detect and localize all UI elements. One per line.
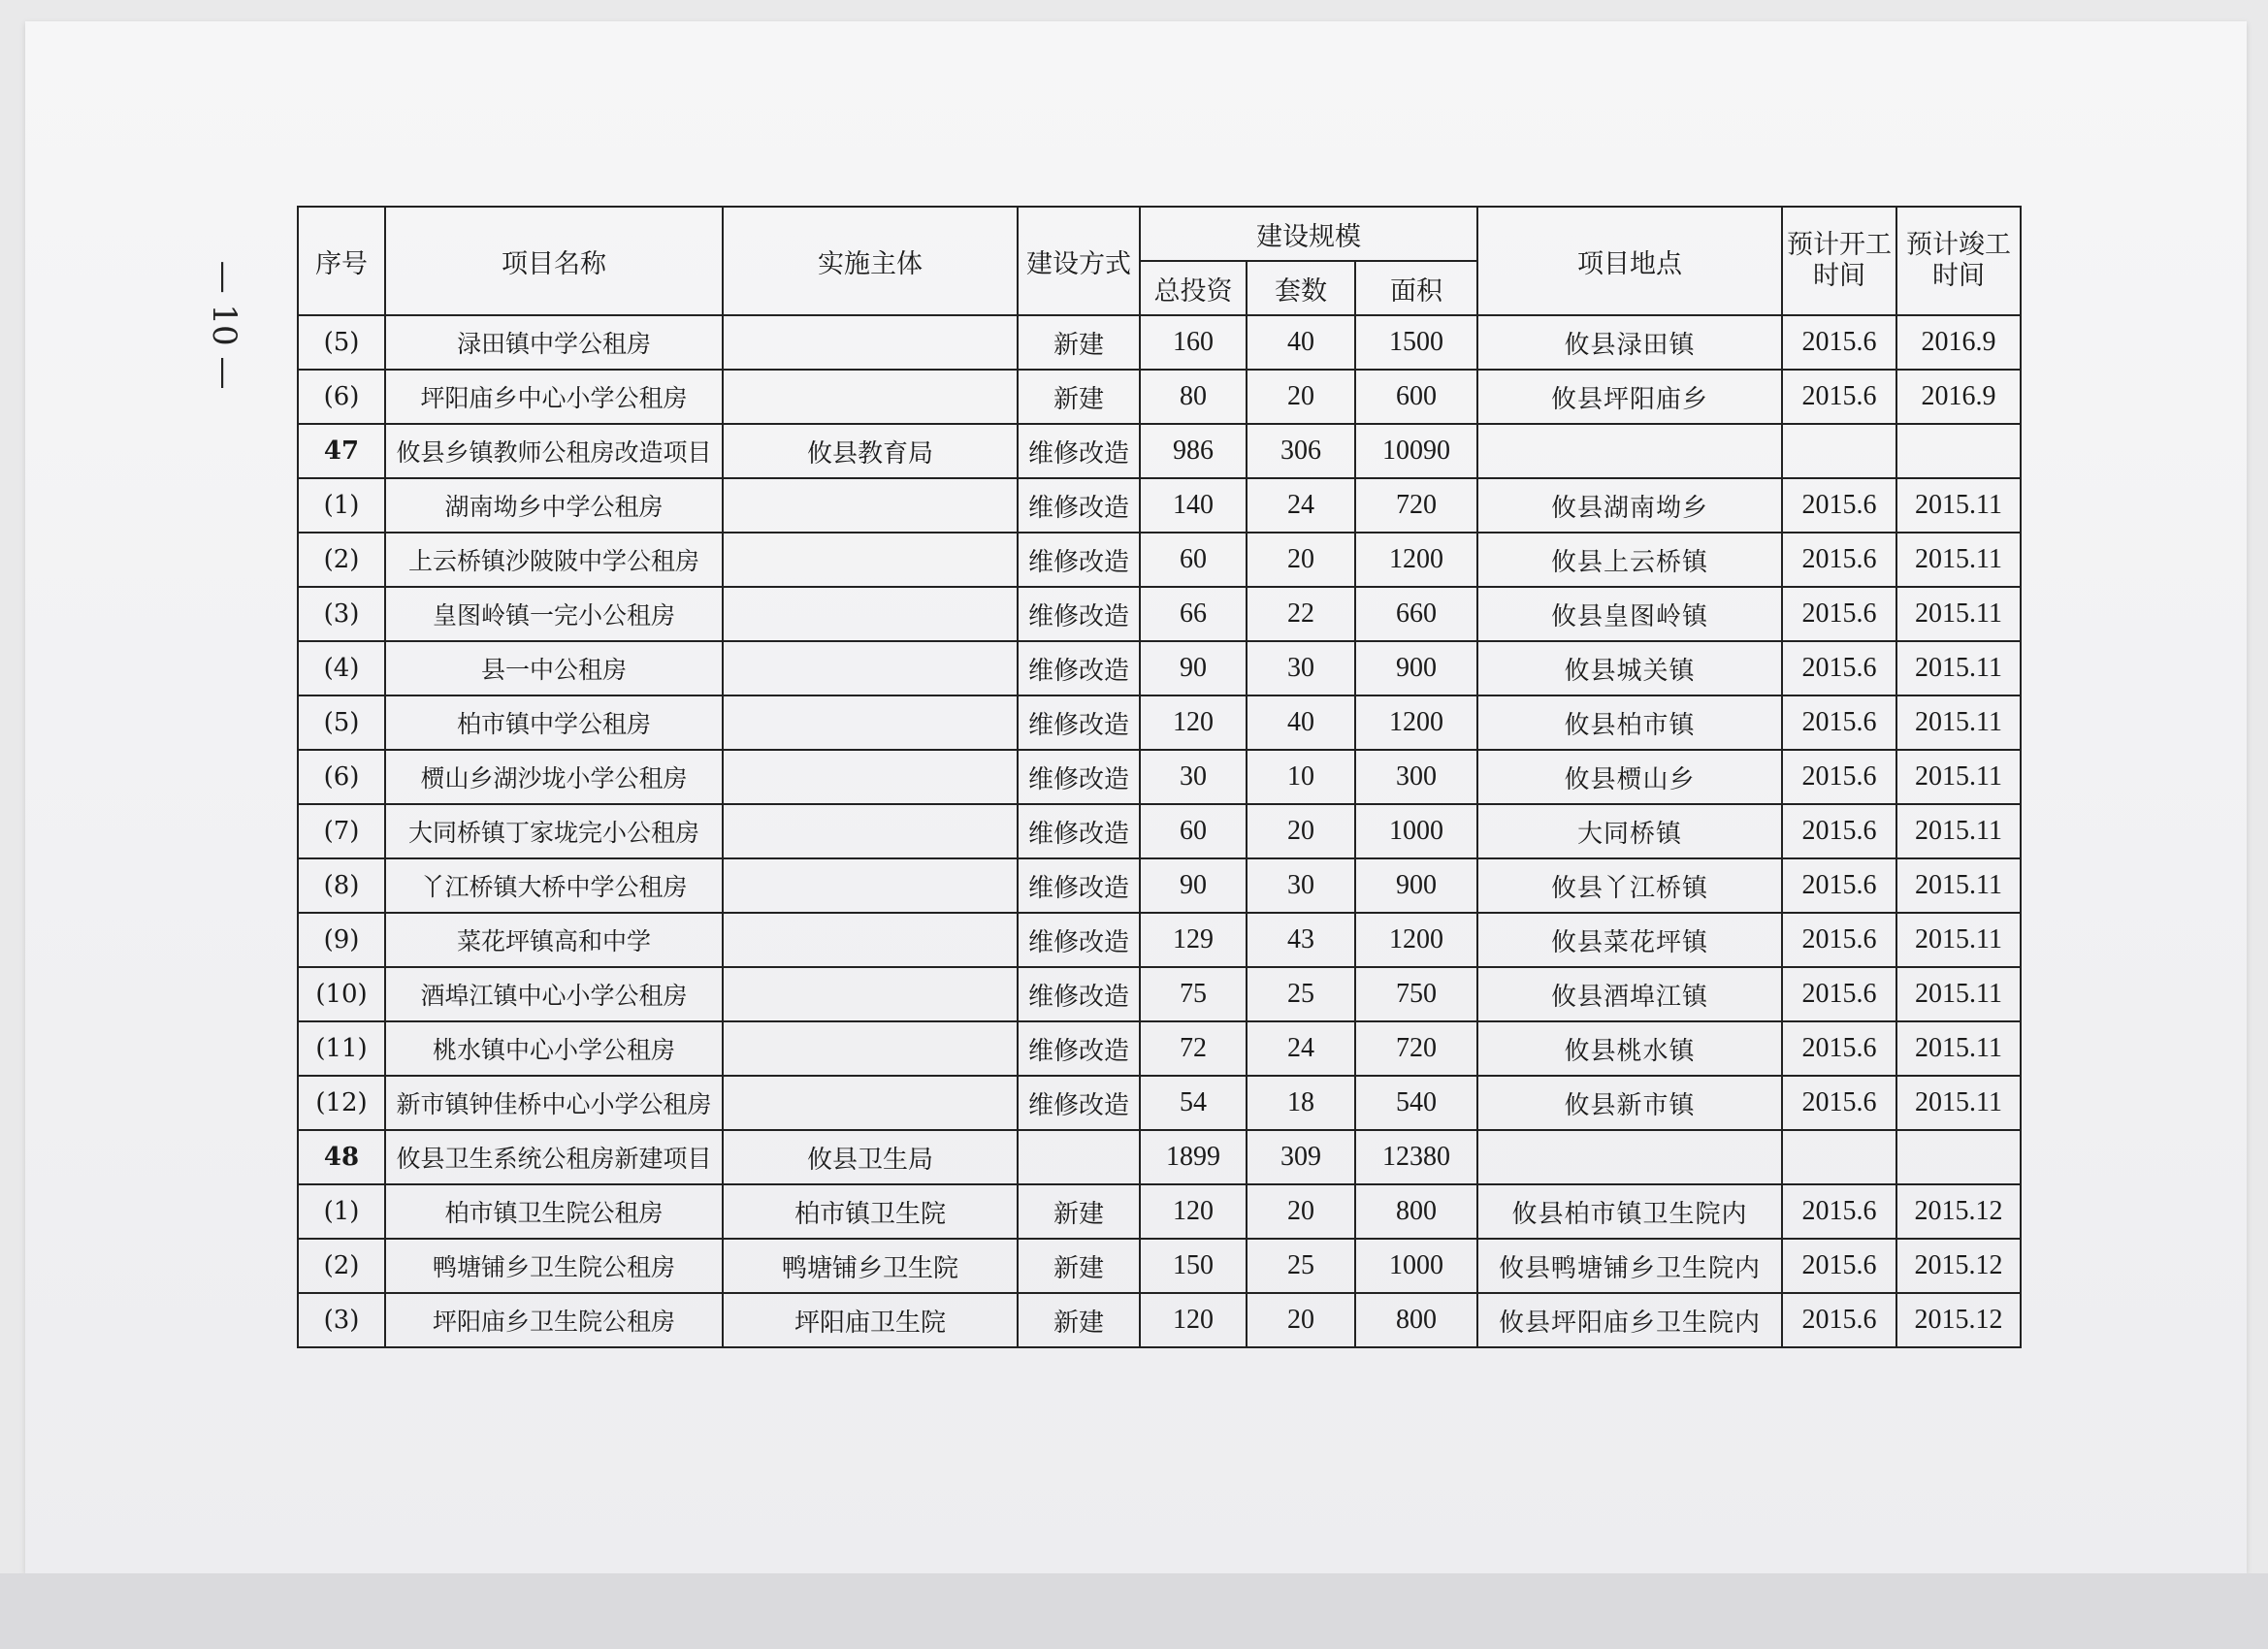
cell-method [1018,1130,1140,1184]
cell-seq: (6) [298,750,385,804]
cell-start: 2015.6 [1782,1021,1896,1076]
cell-area: 1200 [1355,913,1477,967]
cell-start: 2015.6 [1782,913,1896,967]
cell-location: 攸县菜花坪镇 [1477,913,1782,967]
cell-start: 2015.6 [1782,1184,1896,1239]
cell-entity: 柏市镇卫生院 [723,1184,1018,1239]
cell-area: 900 [1355,858,1477,913]
cell-location: 攸县城关镇 [1477,641,1782,695]
cell-area: 300 [1355,750,1477,804]
cell-area: 800 [1355,1293,1477,1347]
cell-end: 2015.11 [1896,478,2021,533]
cell-investment: 75 [1140,967,1247,1021]
cell-seq: (11) [298,1021,385,1076]
table-row [298,315,2021,370]
cell-method: 新建 [1018,1293,1140,1347]
cell-entity [723,913,1018,967]
cell-entity: 攸县卫生局 [723,1130,1018,1184]
cell-investment: 90 [1140,641,1247,695]
header-entity: 实施主体 [723,207,1018,315]
cell-end: 2015.11 [1896,913,2021,967]
cell-entity [723,750,1018,804]
cell-investment: 140 [1140,478,1247,533]
table-row [298,1021,2021,1076]
cell-name: 县一中公租房 [385,641,723,695]
cell-method: 维修改造 [1018,533,1140,587]
cell-investment: 120 [1140,1184,1247,1239]
cell-entity [723,1021,1018,1076]
cell-end: 2015.11 [1896,804,2021,858]
cell-entity [723,315,1018,370]
cell-area: 1200 [1355,695,1477,750]
cell-location: 攸县渌田镇 [1477,315,1782,370]
cell-location: 攸县坪阳庙乡卫生院内 [1477,1293,1782,1347]
cell-units: 309 [1247,1130,1355,1184]
cell-name: 槚山乡湖沙垅小学公租房 [385,750,723,804]
cell-end: 2015.11 [1896,858,2021,913]
header-method: 建设方式 [1018,207,1140,315]
cell-end [1896,1130,2021,1184]
cell-name: 攸县乡镇教师公租房改造项目 [385,424,723,478]
cell-method: 维修改造 [1018,1021,1140,1076]
cell-area: 720 [1355,1021,1477,1076]
table-row [298,641,2021,695]
cell-start: 2015.6 [1782,587,1896,641]
cell-start: 2015.6 [1782,478,1896,533]
table-row [298,478,2021,533]
table-row [298,1293,2021,1347]
header-scale: 建设规模 [1140,207,1477,261]
cell-start: 2015.6 [1782,370,1896,424]
cell-units: 306 [1247,424,1355,478]
cell-investment: 66 [1140,587,1247,641]
table-row [298,1239,2021,1293]
cell-name: 桃水镇中心小学公租房 [385,1021,723,1076]
cell-end: 2016.9 [1896,315,2021,370]
cell-method: 维修改造 [1018,1076,1140,1130]
cell-seq: (2) [298,1239,385,1293]
cell-method: 新建 [1018,370,1140,424]
cell-seq: 47 [298,424,385,478]
cell-location: 攸县皇图岭镇 [1477,587,1782,641]
cell-method: 维修改造 [1018,478,1140,533]
cell-start: 2015.6 [1782,641,1896,695]
cell-name: 皇图岭镇一完小公租房 [385,587,723,641]
cell-location: 攸县桃水镇 [1477,1021,1782,1076]
header-units: 套数 [1247,261,1355,315]
cell-end: 2016.9 [1896,370,2021,424]
page-number: — 10 — [205,260,243,390]
cell-area: 800 [1355,1184,1477,1239]
cell-entity [723,967,1018,1021]
cell-units: 30 [1247,858,1355,913]
cell-entity: 攸县教育局 [723,424,1018,478]
cell-seq: (5) [298,695,385,750]
header-area: 面积 [1355,261,1477,315]
cell-start [1782,424,1896,478]
cell-entity: 坪阳庙卫生院 [723,1293,1018,1347]
cell-start: 2015.6 [1782,315,1896,370]
cell-entity [723,587,1018,641]
cell-method: 维修改造 [1018,424,1140,478]
cell-entity [723,533,1018,587]
header-location: 项目地点 [1477,207,1782,315]
cell-name: 新市镇钟佳桥中心小学公租房 [385,1076,723,1130]
cell-seq: (8) [298,858,385,913]
header-name: 项目名称 [385,207,723,315]
cell-end: 2015.11 [1896,695,2021,750]
cell-entity [723,695,1018,750]
table-row [298,967,2021,1021]
cell-location: 大同桥镇 [1477,804,1782,858]
cell-units: 43 [1247,913,1355,967]
cell-end: 2015.11 [1896,533,2021,587]
header-seq: 序号 [298,207,385,315]
cell-area: 720 [1355,478,1477,533]
cell-start: 2015.6 [1782,750,1896,804]
cell-area: 660 [1355,587,1477,641]
cell-method: 维修改造 [1018,804,1140,858]
cell-name: 柏市镇中学公租房 [385,695,723,750]
cell-end: 2015.11 [1896,750,2021,804]
cell-investment: 129 [1140,913,1247,967]
table-row [298,750,2021,804]
cell-method: 维修改造 [1018,641,1140,695]
cell-units: 24 [1247,1021,1355,1076]
cell-units: 25 [1247,967,1355,1021]
cell-investment: 60 [1140,533,1247,587]
table-row [298,587,2021,641]
cell-seq: (1) [298,1184,385,1239]
header-end: 预计竣工时间 [1896,207,2021,315]
cell-start: 2015.6 [1782,804,1896,858]
cell-name: 渌田镇中学公租房 [385,315,723,370]
cell-name: 湖南坳乡中学公租房 [385,478,723,533]
cell-end: 2015.12 [1896,1239,2021,1293]
cell-area: 540 [1355,1076,1477,1130]
cell-area: 750 [1355,967,1477,1021]
cell-name: 大同桥镇丁家垅完小公租房 [385,804,723,858]
cell-name: 鸭塘铺乡卫生院公租房 [385,1239,723,1293]
cell-units: 20 [1247,1184,1355,1239]
cell-method: 维修改造 [1018,695,1140,750]
cell-seq: (12) [298,1076,385,1130]
header-row-1 [298,207,2021,261]
cell-name: 攸县卫生系统公租房新建项目 [385,1130,723,1184]
table-row [298,1076,2021,1130]
cell-units: 10 [1247,750,1355,804]
cell-start: 2015.6 [1782,1239,1896,1293]
cell-location: 攸县酒埠江镇 [1477,967,1782,1021]
cell-investment: 72 [1140,1021,1247,1076]
cell-investment: 54 [1140,1076,1247,1130]
cell-method: 维修改造 [1018,587,1140,641]
header-start: 预计开工时间 [1782,207,1896,315]
table-row [298,370,2021,424]
cell-start: 2015.6 [1782,1076,1896,1130]
table-group-row [298,424,2021,478]
cell-seq: (4) [298,641,385,695]
cell-seq: (3) [298,587,385,641]
cell-method: 新建 [1018,1239,1140,1293]
cell-method: 新建 [1018,1184,1140,1239]
cell-name: 坪阳庙乡卫生院公租房 [385,1293,723,1347]
cell-location: 攸县新市镇 [1477,1076,1782,1130]
table-group-row [298,1130,2021,1184]
cell-end: 2015.11 [1896,1021,2021,1076]
cell-investment: 160 [1140,315,1247,370]
cell-units: 24 [1247,478,1355,533]
cell-units: 18 [1247,1076,1355,1130]
cell-units: 40 [1247,315,1355,370]
cell-name: 丫江桥镇大桥中学公租房 [385,858,723,913]
header-investment: 总投资 [1140,261,1247,315]
cell-entity [723,858,1018,913]
cell-end: 2015.11 [1896,641,2021,695]
cell-units: 25 [1247,1239,1355,1293]
cell-seq: (2) [298,533,385,587]
cell-area: 10090 [1355,424,1477,478]
cell-investment: 986 [1140,424,1247,478]
cell-area: 1500 [1355,315,1477,370]
cell-seq: (7) [298,804,385,858]
cell-entity [723,370,1018,424]
cell-start: 2015.6 [1782,967,1896,1021]
cell-seq: (9) [298,913,385,967]
cell-method: 维修改造 [1018,858,1140,913]
cell-location: 攸县坪阳庙乡 [1477,370,1782,424]
cell-entity [723,478,1018,533]
cell-entity [723,641,1018,695]
table-row [298,533,2021,587]
cell-investment: 60 [1140,804,1247,858]
cell-seq: (10) [298,967,385,1021]
table-row [298,913,2021,967]
cell-entity: 鸭塘铺乡卫生院 [723,1239,1018,1293]
cell-area: 1000 [1355,804,1477,858]
cell-start: 2015.6 [1782,533,1896,587]
table-row [298,1184,2021,1239]
cell-location: 攸县柏市镇卫生院内 [1477,1184,1782,1239]
cell-end: 2015.12 [1896,1184,2021,1239]
cell-location: 攸县柏市镇 [1477,695,1782,750]
cell-start: 2015.6 [1782,695,1896,750]
cell-name: 酒埠江镇中心小学公租房 [385,967,723,1021]
cell-method: 维修改造 [1018,750,1140,804]
cell-investment: 90 [1140,858,1247,913]
cell-name: 坪阳庙乡中心小学公租房 [385,370,723,424]
cell-name: 上云桥镇沙陂陂中学公租房 [385,533,723,587]
cell-investment: 120 [1140,1293,1247,1347]
cell-area: 600 [1355,370,1477,424]
cell-investment: 1899 [1140,1130,1247,1184]
cell-investment: 80 [1140,370,1247,424]
cell-investment: 150 [1140,1239,1247,1293]
table-row [298,858,2021,913]
cell-units: 40 [1247,695,1355,750]
cell-start: 2015.6 [1782,858,1896,913]
cell-units: 20 [1247,1293,1355,1347]
cell-units: 22 [1247,587,1355,641]
cell-location: 攸县上云桥镇 [1477,533,1782,587]
cell-investment: 120 [1140,695,1247,750]
scan-bottom-edge [0,1573,2268,1649]
cell-entity [723,1076,1018,1130]
cell-name: 菜花坪镇高和中学 [385,913,723,967]
cell-location [1477,424,1782,478]
cell-location: 攸县丫江桥镇 [1477,858,1782,913]
cell-method: 新建 [1018,315,1140,370]
cell-location: 攸县槚山乡 [1477,750,1782,804]
cell-name: 柏市镇卫生院公租房 [385,1184,723,1239]
cell-seq: (3) [298,1293,385,1347]
cell-area: 1000 [1355,1239,1477,1293]
project-table [297,206,2022,1348]
table-row [298,804,2021,858]
cell-start [1782,1130,1896,1184]
cell-seq: (1) [298,478,385,533]
table-row [298,695,2021,750]
cell-units: 30 [1247,641,1355,695]
cell-location [1477,1130,1782,1184]
cell-units: 20 [1247,804,1355,858]
cell-method: 维修改造 [1018,967,1140,1021]
cell-units: 20 [1247,370,1355,424]
cell-units: 20 [1247,533,1355,587]
cell-start: 2015.6 [1782,1293,1896,1347]
cell-investment: 30 [1140,750,1247,804]
cell-location: 攸县鸭塘铺乡卫生院内 [1477,1239,1782,1293]
cell-area: 900 [1355,641,1477,695]
cell-seq: (5) [298,315,385,370]
cell-end: 2015.12 [1896,1293,2021,1347]
cell-end: 2015.11 [1896,587,2021,641]
cell-seq: (6) [298,370,385,424]
table-body [298,315,2021,1347]
cell-entity [723,804,1018,858]
cell-method: 维修改造 [1018,913,1140,967]
cell-area: 12380 [1355,1130,1477,1184]
cell-location: 攸县湖南坳乡 [1477,478,1782,533]
cell-area: 1200 [1355,533,1477,587]
cell-seq: 48 [298,1130,385,1184]
cell-end: 2015.11 [1896,1076,2021,1130]
cell-end [1896,424,2021,478]
cell-end: 2015.11 [1896,967,2021,1021]
